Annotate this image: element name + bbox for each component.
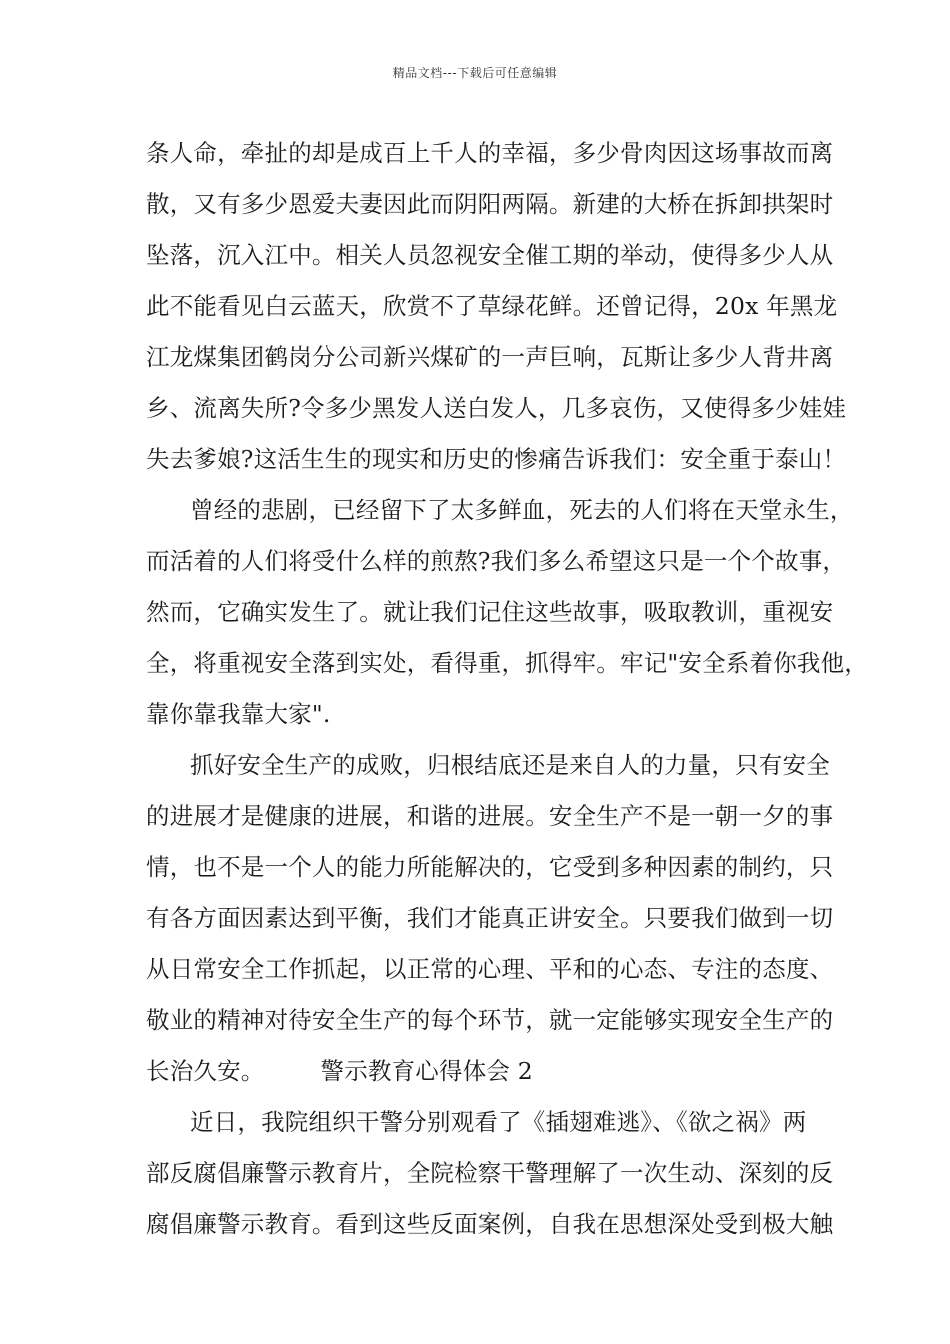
text-line: 的进展才是健康的进展，和谐的进展。安全生产不是一朝一夕的事 <box>146 802 834 830</box>
page-header: 精品文档---下载后可任意编辑 <box>392 66 558 80</box>
text-line: 失去爹娘?这活生生的现实和历史的惨痛告诉我们：安全重于泰山！ <box>146 445 847 473</box>
text-line: 全，将重视安全落到实处，看得重，抓得牢。牢记"安全系着你我他， <box>146 649 869 677</box>
text-line: 乡、流离失所?令多少黑发人送白发人，几多哀伤，又使得多少娃娃 <box>146 394 847 422</box>
text-line: 此不能看见白云蓝天，欣赏不了草绿花鲜。还曾记得，20x 年黑龙 <box>146 292 838 320</box>
text-line: 腐倡廉警示教育。看到这些反面案例，自我在思想深处受到极大触 <box>146 1210 834 1238</box>
text-line: 散，又有多少恩爱夫妻因此而阴阳两隔。新建的大桥在拆卸拱架时 <box>146 190 834 218</box>
text-line: 从日常安全工作抓起，以正常的心理、平和的心态、专注的态度、 <box>146 955 834 983</box>
section-heading: 警示教育心得体会 2 <box>320 1057 533 1085</box>
text-line: 江龙煤集团鹤岗分公司新兴煤矿的一声巨响，瓦斯让多少人背井离 <box>146 343 834 371</box>
text-line: 靠你靠我靠大家". <box>146 700 331 728</box>
paragraph-start-line: 抓好安全生产的成败，归根结底还是来自人的力量，只有安全 <box>190 751 830 779</box>
paragraph-start-line: 曾经的悲剧，已经留下了太多鲜血，死去的人们将在天堂永生， <box>190 496 854 524</box>
text-line: 有各方面因素达到平衡，我们才能真正讲安全。只要我们做到一切 <box>146 904 834 932</box>
text-line: 而活着的人们将受什么样的煎熬?我们多么希望这只是一个个故事， <box>146 547 847 575</box>
text-line: 部反腐倡廉警示教育片，全院检察干警理解了一次生动、深刻的反 <box>146 1159 834 1187</box>
text-line-end: 长治久安。 <box>146 1057 265 1085</box>
text-line-with-heading <box>146 1046 816 1097</box>
text-line: 坠落，沉入江中。相关人员忽视安全催工期的举动，使得多少人从 <box>146 241 834 269</box>
text-line: 敬业的精神对待安全生产的每个环节，就一定能够实现安全生产的 <box>146 1006 834 1034</box>
text-line: 条人命，牵扯的却是成百上千人的幸福，多少骨肉因这场事故而离 <box>146 139 834 167</box>
text-line: 情，也不是一个人的能力所能解决的，它受到多种因素的制约，只 <box>146 853 834 881</box>
paragraph-start-line: 近日，我院组织干警分别观看了《插翅难逃》、《欲之祸》两 <box>190 1108 807 1136</box>
document-body <box>146 128 869 1250</box>
text-line: 然而，它确实发生了。就让我们记住这些故事，吸取教训，重视安 <box>146 598 834 626</box>
